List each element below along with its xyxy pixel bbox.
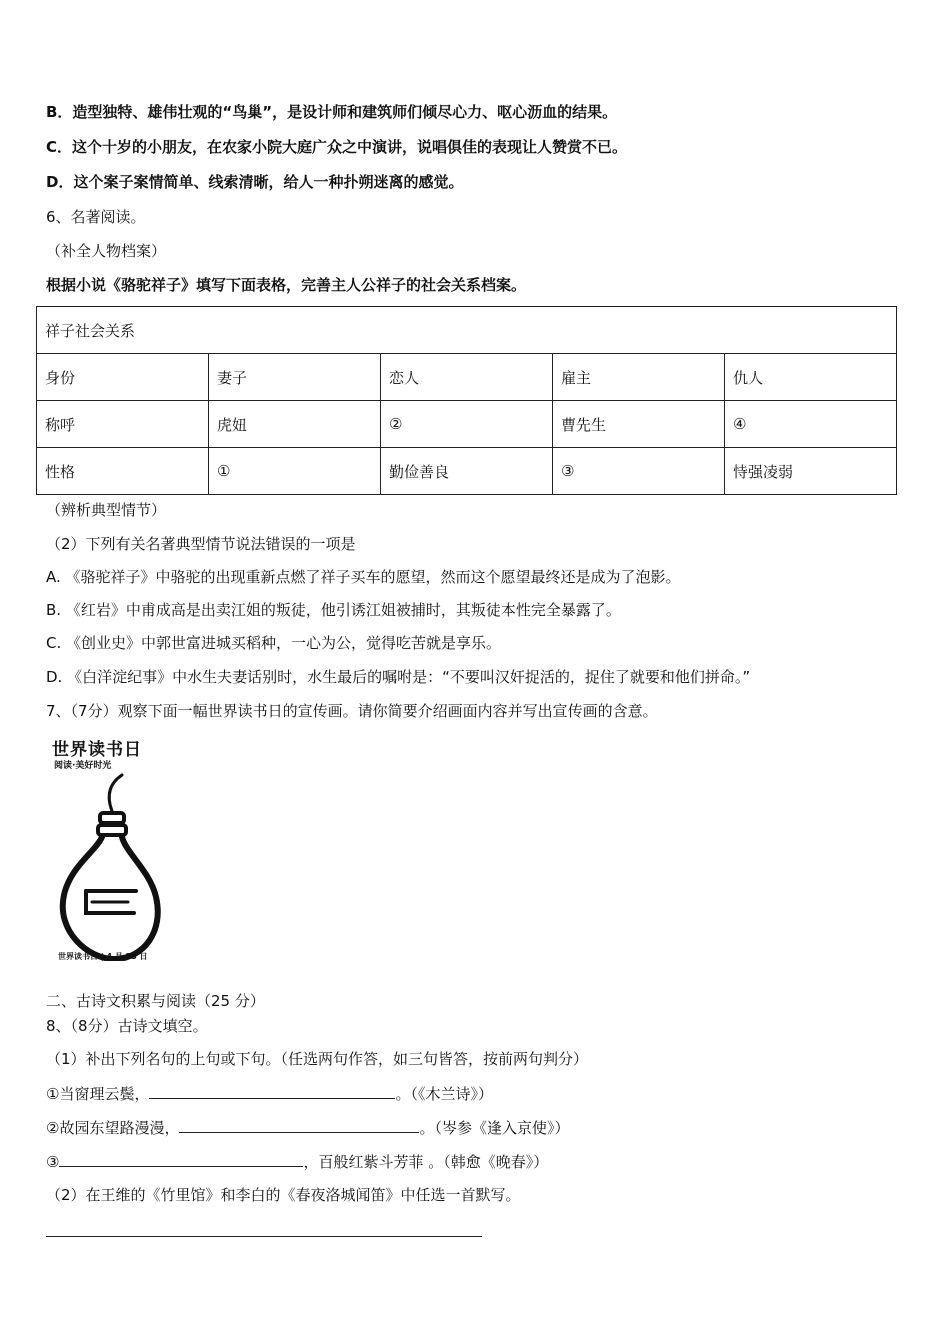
section-2-title: 二、古诗文积累与阅读（25 分） — [46, 992, 265, 1010]
q6-option-b: B. 《红岩》中甫成高是出卖江姐的叛徒，他引诱江姐被捕时，其叛徒本性完全暴露了。 — [46, 601, 621, 619]
table-row — [37, 401, 897, 448]
table-cell: 雇主 — [553, 354, 725, 401]
q6-question-2: （2）下列有关名著典型情节说法错误的一项是 — [46, 535, 356, 553]
q6-option-c: C. 《创业史》中郭世富进城买稻种，一心为公，觉得吃苦就是享乐。 — [46, 634, 502, 652]
table-cell: 仇人 — [725, 354, 897, 401]
table-cell: 曹先生 — [553, 401, 725, 448]
q7-title: 7、（7分）观察下面一幅世界读书日的宣传画。请你简要介绍画面内容并写出宣传画的含意。 — [46, 702, 658, 720]
poem-line-3 — [46, 1151, 548, 1172]
lightbulb-book-icon — [52, 771, 180, 961]
q6-subheading-plot: （辨析典型情节） — [46, 501, 167, 519]
table-row — [37, 448, 897, 495]
table-cell: 身份 — [37, 354, 209, 401]
answer-line[interactable] — [46, 1236, 482, 1237]
q6-option-d: D. 《白洋淀纪事》中水生夫妻话别时，水生最后的嘱咐是：“不要叫汉奸捉活的，捉住了就要和他们拼命。” — [46, 668, 751, 686]
table-cell: ① — [209, 448, 381, 495]
q5-option-c: C．这个十岁的小朋友，在农家小院大庭广众之中演讲，说唱俱佳的表现让人赞赏不已。 — [46, 138, 628, 156]
answer-blank[interactable] — [59, 1151, 303, 1167]
q5-option-b: B．造型独特、雄伟壮观的“鸟巢”，是设计师和建筑师们倾尽心力、呕心沥血的结果。 — [46, 103, 618, 121]
table-cell: ② — [381, 401, 553, 448]
q8-question-1: （1）补出下列名句的上句或下句。（任选两句作答，如三句皆答，按前两句判分） — [46, 1050, 589, 1068]
relationship-table — [36, 306, 897, 495]
q6-subheading-profile: （补全人物档案） — [46, 242, 167, 260]
table-cell: 恋人 — [381, 354, 553, 401]
poem-line-1-source: 。（《木兰诗》） — [395, 1085, 493, 1103]
table-row — [37, 354, 897, 401]
answer-blank[interactable] — [179, 1117, 419, 1133]
q5-option-d: D．这个案子案情简单、线索清晰，给人一种扑朔迷离的感觉。 — [46, 173, 464, 191]
world-book-day-poster — [52, 733, 180, 965]
q6-title: 6、名著阅读。 — [46, 208, 146, 226]
poem-line-2-source: 。（岑参《逢入京使》） — [419, 1119, 570, 1137]
table-header-row — [37, 307, 897, 354]
table-cell: 称呼 — [37, 401, 209, 448]
poem-line-2-prompt: ②故园东望路漫漫， — [46, 1119, 180, 1137]
table-cell: 虎妞 — [209, 401, 381, 448]
table-cell: 勤俭善良 — [381, 448, 553, 495]
poster-slogan: 阅读·美好时光 — [54, 761, 112, 771]
poster-caption: 世界读书日 | 4 月 23 日 — [58, 952, 148, 961]
poem-line-1 — [46, 1083, 493, 1104]
poem-line-3-source: ，百般红紫斗芳菲 。（韩愈《晚春》） — [303, 1153, 549, 1171]
table-cell: 性格 — [37, 448, 209, 495]
poster-title: 世界读书日 — [52, 740, 142, 760]
answer-blank[interactable] — [149, 1083, 395, 1099]
q8-title: 8、（8分）古诗文填空。 — [46, 1017, 208, 1035]
q6-instruction: 根据小说《骆驼祥子》填写下面表格，完善主人公祥子的社会关系档案。 — [46, 276, 527, 294]
table-cell: 妻子 — [209, 354, 381, 401]
q6-option-a: A. 《骆驼祥子》中骆驼的出现重新点燃了祥子买车的愿望，然而这个愿望最终还是成为了泡影。 — [46, 568, 681, 586]
poem-line-3-prompt: ③ — [46, 1153, 60, 1171]
q8-question-2: （2）在王维的《竹里馆》和李白的《春夜洛城闻笛》中任选一首默写。 — [46, 1186, 521, 1204]
table-cell: ③ — [553, 448, 725, 495]
table-header: 祥子社会关系 — [37, 307, 897, 354]
poem-line-2 — [46, 1117, 569, 1138]
table-cell: ④ — [725, 401, 897, 448]
poem-line-1-prompt: ①当窗理云鬓， — [46, 1085, 150, 1103]
table-cell: 恃强凌弱 — [725, 448, 897, 495]
